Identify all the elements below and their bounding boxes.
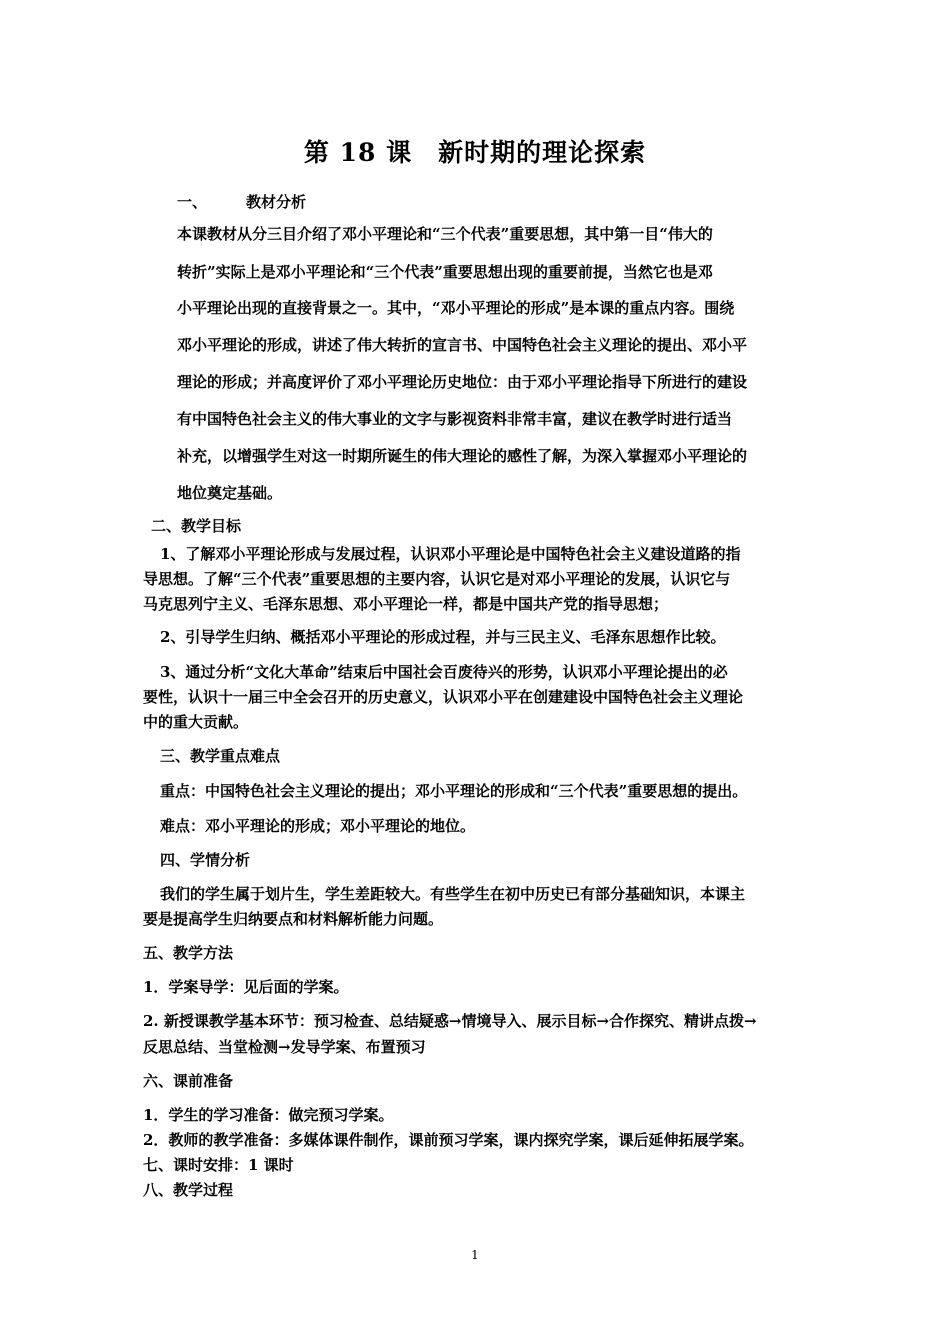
paragraph-line: 补充，以增强学生对这一时期所诞生的伟大理论的感性了解，为深入掌握邓小平理论的 (177, 447, 748, 465)
paragraph-line: 导思想。了解“三个代表”重要思想的主要内容，认识它是对邓小平理论的发展，认识它与 (143, 570, 731, 588)
section-8-heading: 八、教学过程 (143, 1181, 234, 1199)
page-title: 第 18 课 新时期的理论探索 (303, 138, 647, 167)
paragraph-line: 理论的形成；并高度评价了邓小平理论历史地位：由于邓小平理论指导下所进行的建设 (177, 373, 748, 391)
paragraph-line: 转折”实际上是邓小平理论和“三个代表”重要思想出现的重要前提，当然它也是邓 (177, 263, 713, 281)
paragraph-line: 小平理论出现的直接背景之一。其中，“邓小平理论的形成”是本课的重点内容。围绕 (177, 299, 735, 317)
paragraph-line: 2. 新授课教学基本环节：预习检查、总结疑惑→情境导入、展示目标→合作探究、精讲点拨→ (143, 1012, 757, 1030)
paragraph-line: 本课教材从分三目介绍了邓小平理论和“三个代表”重要思想，其中第一目“伟大的 (177, 225, 713, 243)
paragraph-line: 地位奠定基础。 (177, 484, 283, 502)
paragraph-line: 1．学案导学：见后面的学案。 (143, 978, 349, 996)
page-number: 1 (471, 1248, 479, 1262)
section-1-number: 一、 (177, 193, 208, 211)
section-4-heading: 四、学情分析 (160, 851, 251, 869)
paragraph-line: 难点：邓小平理论的形成；邓小平理论的地位。 (160, 817, 476, 835)
paragraph-line: 要是提高学生归纳要点和材料解析能力问题。 (143, 910, 444, 928)
paragraph-line: 要性，认识十一届三中全会召开的历史意义，认识邓小平在创建建设中国特色社会主义理论 (143, 688, 744, 706)
paragraph-line: 马克思列宁主义、毛泽东思想、邓小平理论一样，都是中国共产党的指导思想； (143, 595, 669, 613)
paragraph-line: 1．学生的学习准备：做完预习学案。 (143, 1106, 394, 1124)
paragraph-line: 2、引导学生归纳、概括邓小平理论的形成过程，并与三民主义、毛泽东思想作比较。 (160, 628, 726, 646)
section-1-heading: 教材分析 (246, 193, 307, 211)
section-7-heading: 七、课时安排：1 课时 (143, 1156, 294, 1174)
section-5-heading: 五、教学方法 (143, 944, 234, 962)
section-6-heading: 六、课前准备 (143, 1072, 234, 1090)
paragraph-line: 3、通过分析“文化大革命”结束后中国社会百废待兴的形势，认识邓小平理论提出的必 (160, 663, 728, 681)
section-2-heading: 二、教学目标 (151, 517, 242, 535)
paragraph-line: 反思总结、当堂检测→发导学案、布置预习 (143, 1038, 426, 1056)
paragraph-line: 2．教师的教学准备：多媒体课件制作，课前预习学案，课内探究学案，课后延伸拓展学案。 (143, 1131, 754, 1149)
paragraph-line: 有中国特色社会主义的伟大事业的文字与影视资料非常丰富，建议在教学时进行适当 (177, 410, 733, 428)
paragraph-line: 邓小平理论的形成，讲述了伟大转折的宣言书、中国特色社会主义理论的提出、邓小平 (177, 336, 748, 354)
section-3-heading: 三、教学重点难点 (160, 747, 281, 765)
paragraph-line: 重点：中国特色社会主义理论的提出；邓小平理论的形成和“三个代表”重要思想的提出。 (160, 782, 748, 800)
paragraph-line: 我们的学生属于划片生，学生差距较大。有些学生在初中历史已有部分基础知识，本课主 (160, 885, 746, 903)
paragraph-line: 1、了解邓小平理论形成与发展过程，认识邓小平理论是中国特色社会主义建设道路的指 (160, 545, 741, 563)
paragraph-line: 中的重大贡献。 (143, 713, 249, 731)
